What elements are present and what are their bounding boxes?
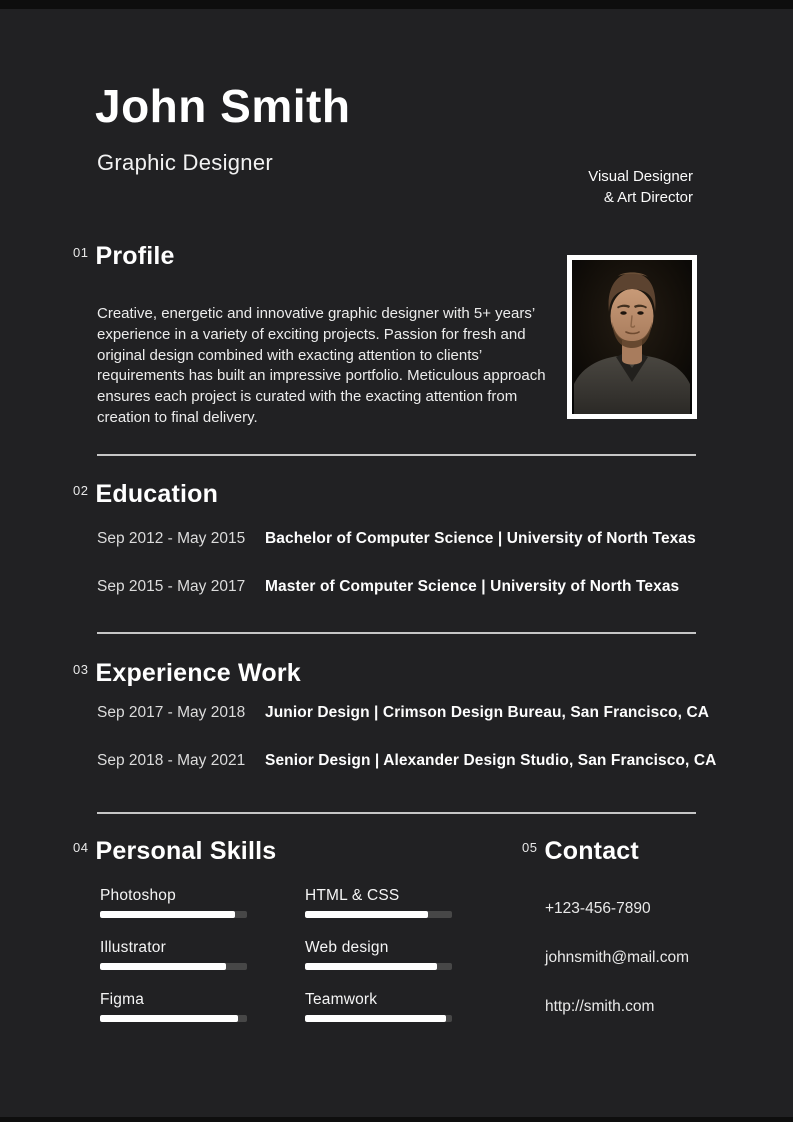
person-tagline bbox=[588, 166, 693, 208]
skill-item bbox=[100, 990, 247, 1022]
skill-bar-fill bbox=[305, 911, 428, 918]
skill-bar-track bbox=[100, 911, 247, 918]
skill-bar-track bbox=[100, 963, 247, 970]
portrait-illustration bbox=[572, 260, 692, 414]
skill-label: HTML & CSS bbox=[305, 887, 400, 904]
contact-section-heading bbox=[522, 838, 639, 866]
skill-label: Web design bbox=[305, 939, 389, 956]
bottom-frame-bar bbox=[0, 1117, 793, 1122]
skills-section-title: Personal Skills bbox=[95, 837, 277, 865]
skill-label: Figma bbox=[100, 991, 145, 1008]
skill-label: Photoshop bbox=[100, 887, 176, 904]
education-degree: Master of Computer Science | University of North Texas bbox=[265, 578, 680, 595]
skill-label: Teamwork bbox=[305, 991, 378, 1008]
profile-summary-text: Creative, energetic and innovative graphic designer with 5+ years’ experience in a variety of exciting projects. Passion for fresh and original design combined with exacting attention to clients’ requirements has built an impressive portfolio. Meticulous approach ensures each project is curated with the exacting attention from creation to final delivery. bbox=[97, 305, 546, 426]
contact-email: johnsmith@mail.com bbox=[545, 949, 690, 966]
profile-photo bbox=[567, 255, 697, 419]
education-row bbox=[97, 578, 717, 596]
profile-section-heading bbox=[73, 243, 175, 271]
contact-section-title: Contact bbox=[544, 837, 639, 865]
skill-label: Illustrator bbox=[100, 939, 166, 956]
education-row bbox=[97, 530, 717, 548]
tagline-line-2: & Art Director bbox=[603, 189, 693, 206]
contact-section-number: 05 bbox=[522, 840, 538, 855]
skill-bar-track bbox=[305, 963, 452, 970]
skill-bar-track bbox=[305, 911, 452, 918]
skill-bar-track bbox=[100, 1015, 247, 1022]
skills-grid bbox=[100, 886, 452, 1022]
person-name: John Smith bbox=[95, 80, 351, 132]
section-divider bbox=[97, 632, 696, 634]
skill-item bbox=[305, 886, 452, 918]
contact-phone: +123-456-7890 bbox=[545, 900, 651, 917]
profile-section-number: 01 bbox=[73, 245, 89, 260]
experience-row bbox=[97, 704, 717, 722]
education-section-title: Education bbox=[95, 480, 219, 508]
section-divider bbox=[97, 812, 696, 814]
education-dates: Sep 2015 - May 2017 bbox=[97, 578, 246, 595]
education-section-heading bbox=[73, 481, 218, 509]
experience-dates: Sep 2018 - May 2021 bbox=[97, 752, 246, 769]
skill-bar-fill bbox=[100, 1015, 238, 1022]
education-section-number: 02 bbox=[73, 483, 89, 498]
contact-list bbox=[545, 899, 689, 1016]
skill-bar-fill bbox=[305, 963, 437, 970]
experience-section-heading bbox=[73, 660, 301, 688]
skill-bar-fill bbox=[100, 963, 226, 970]
skill-item bbox=[305, 990, 452, 1022]
contact-website: http://smith.com bbox=[545, 998, 655, 1015]
skill-bar-fill bbox=[305, 1015, 446, 1022]
education-degree: Bachelor of Computer Science | University of North Texas bbox=[265, 530, 696, 547]
skill-bar-track bbox=[305, 1015, 452, 1022]
skill-item bbox=[305, 938, 452, 970]
skill-item bbox=[100, 886, 247, 918]
skills-section-heading bbox=[73, 838, 276, 866]
section-divider bbox=[97, 454, 696, 456]
education-dates: Sep 2012 - May 2015 bbox=[97, 530, 246, 547]
experience-section-title: Experience Work bbox=[95, 659, 301, 687]
experience-section-number: 03 bbox=[73, 662, 89, 677]
top-frame-bar bbox=[0, 0, 793, 9]
person-job-title: Graphic Designer bbox=[97, 150, 273, 175]
skill-item bbox=[100, 938, 247, 970]
tagline-line-1: Visual Designer bbox=[588, 168, 693, 185]
profile-section-title: Profile bbox=[95, 242, 175, 270]
skill-bar-fill bbox=[100, 911, 235, 918]
experience-dates: Sep 2017 - May 2018 bbox=[97, 704, 246, 721]
experience-position: Senior Design | Alexander Design Studio, San Francisco, CA bbox=[265, 752, 717, 769]
experience-position: Junior Design | Crimson Design Bureau, San Francisco, CA bbox=[265, 704, 710, 721]
experience-row bbox=[97, 752, 717, 770]
skills-section-number: 04 bbox=[73, 840, 89, 855]
